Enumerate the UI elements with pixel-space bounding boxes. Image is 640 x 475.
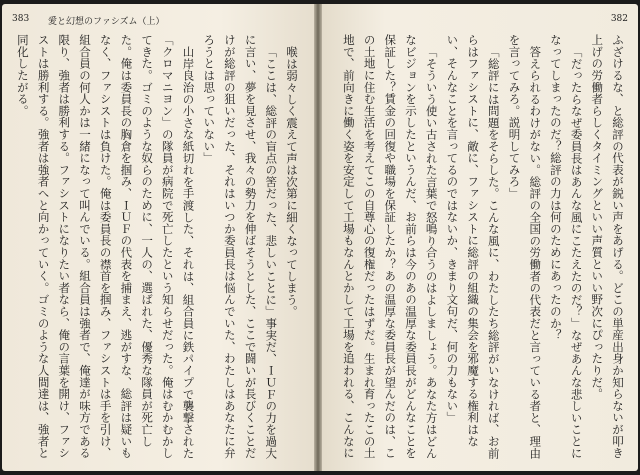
paragraph: 「だったらなぜ委員長はあんな風にこたえたのだ？」なぜあんな悲しいことになってしまったのだ？総評の力は何のためにあったのか？ [548,34,584,459]
left-page-number: 383 [12,14,30,24]
paragraph: 喉は弱々しく震えて声は次第に細くなってしまう。 [285,45,299,317]
paragraph: 「総評には問題をそらした。こんな風に、わたしたち総評がいなければ、お前らはファシストに、敵に、ファシストに総評の組織の集会を邪魔する権利はない、そんなことを言ってるのではないか、きまり文句だ、何の力もない」 [445,34,501,459]
running-title: 愛と幻想のファシズム（上） [48,17,165,27]
left-page [2,4,314,471]
right-page-text [334,34,628,464]
left-page-text [12,34,302,464]
paragraph: 答えられるわけがない。総評の全国の労働者の代表だと言っている者と、理由を言ってみろ。説明してみろ」 [507,34,543,459]
paragraph: ふざけるな、と総評の代表が鋭い声をあげる。どこの単産出身か知らないが叩き上げの労働者らしくタイミングといい声質といい野次にぴったりだ。 [590,34,625,459]
right-page-number: 382 [610,14,628,24]
paragraph: 「そういう使い古された言葉で怒鳴り合うのはよしましょう。あなた方はどんなビジョンを示したというんだ、お前らは今のあの温厚な委員長がどんなことを保証した？賃金の回復や職場を保証したか？あの温厚な委員長が望んだのは、この土地に住む生活を考えてこの自尊心の復権だったはずだ。生まれ育ったこの土地で、前向きに働く姿を安定して工場もなんとかして工場を追われる、こんなに [341,34,439,459]
paragraph: 山岸良治の小さな紙切れを手渡した、それは、組合員に鉄パイプで襲撃された「クロマニヨン」の隊員が病院で死亡したという知らせだった。俺はむかむかしてきた。ゴミのような奴らのために、一人の、選ばれた、優秀な隊員が死亡した。俺は委員長の胸倉を掴み、ＩＵＦの代表を捕まえ、逃がすな、総評は疑いもなく、ファシストは負けた。俺は委員長の襟首を掴み、ファシストは手を引け、組合員の何人かは一緒になって叫んでいる。組合員は強者で、俺達が味方である限り、強者は勝利する。ファシストになりたい者なら、俺の言葉を開け、ファシストは勝利する。強者は強者へと向かっていく。ゴミのような人間達は、強者と同化したがる。 [15,34,196,459]
book-gutter [314,4,322,471]
paragraph: 「ここは、総評の盲点の筈だった、悲しいことに」事実だ、ＩＵＦの力を過大に言い、夢を見させ、我々の勢力を伸ばそうとした、ここで闘いが長びくことだけが総評の狙いだった、それはいつか委員長は悩んでいた、わたしはあなたに弁ろうとは思っていない」 [202,34,279,459]
right-page [322,4,638,471]
